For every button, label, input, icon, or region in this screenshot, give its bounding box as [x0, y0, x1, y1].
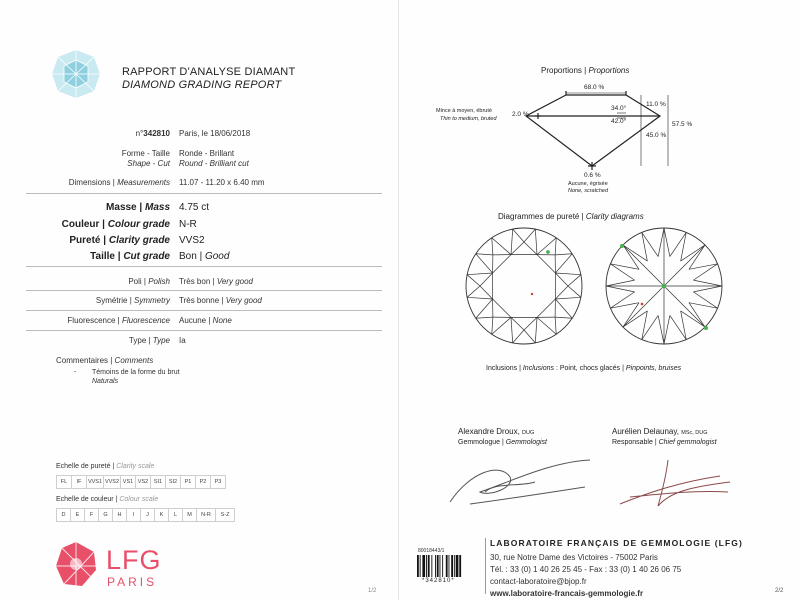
signatory-2-name: Aurélien Delaunay, MSc, DUG — [612, 427, 708, 436]
scale-grade: S-Z — [215, 508, 235, 522]
polish-value: Très bon | Very good — [179, 277, 253, 286]
diamond-logo — [50, 48, 102, 100]
clarity-value: VVS2 — [179, 235, 205, 246]
culet-percent: 0.6 % — [584, 172, 601, 179]
crown-height: 11.0 % — [646, 101, 666, 108]
colour-scale — [56, 508, 234, 522]
total-depth: 57.5 % — [672, 121, 693, 128]
lab-address: 30, rue Notre Dame des Victoires - 75002 Paris — [490, 553, 658, 562]
shape-value-fr: Ronde - Brillant — [179, 149, 235, 158]
clarity-diagrams-title: Diagrammes de pureté | Clarity diagrams — [498, 212, 644, 221]
colour-scale-label: Echelle de couleur | Colour scale — [56, 496, 159, 503]
clarity-label: Pureté | Clarity grade — [69, 235, 170, 246]
scale-grade: VS1 — [120, 475, 136, 489]
lfg-logo-city: PARIS — [107, 575, 158, 589]
signature-1 — [440, 452, 600, 512]
report-title-en: DIAMOND GRADING REPORT — [122, 79, 282, 91]
culet-desc-fr: Aucune, égrisée — [568, 181, 608, 187]
scale-grade: I — [126, 508, 141, 522]
scale-grade: M — [182, 508, 197, 522]
page-number-left: 1/2 — [368, 588, 377, 594]
barcode-text: *342810* — [422, 578, 455, 584]
divider — [26, 266, 382, 267]
lab-phone: Tél. : 33 (0) 1 40 26 25 45 - Fax : 33 (0) 1 40 26 06 75 — [490, 565, 682, 574]
lab-email[interactable]: contact-laboratoire@bjop.fr — [490, 577, 587, 586]
shape-value-en: Round - Brilliant cut — [179, 159, 249, 168]
comments-label: Commentaires | Comments — [56, 356, 154, 365]
crown-angle: 34.0° — [611, 105, 627, 112]
signatory-1-role: Gemmologue | Gemmologist — [458, 439, 547, 446]
shape-label-fr: Forme - Taille — [121, 149, 170, 158]
scale-grade: P3 — [210, 475, 226, 489]
pavilion-clarity-diagram — [602, 224, 726, 348]
type-value: Ia — [179, 336, 186, 345]
report-number: n°342810 — [135, 129, 170, 138]
colour-label: Couleur | Colour grade — [61, 219, 170, 230]
scale-grade: P1 — [180, 475, 196, 489]
footer-divider — [485, 538, 486, 594]
lfg-logo-text: LFG — [106, 545, 162, 575]
proportions-diagram — [400, 0, 800, 200]
fluorescence-label: Fluorescence | Fluorescence — [67, 316, 170, 325]
colour-value: N-R — [179, 219, 197, 230]
scale-grade: VS2 — [135, 475, 151, 489]
comment-bullet: - — [74, 369, 77, 376]
signatory-2-role: Responsable | Chief gemmologist — [612, 439, 717, 446]
lab-name: LABORATOIRE FRANÇAIS DE GEMMOLOGIE (LFG) — [490, 538, 743, 548]
girdle-desc-en: Thin to medium, bruted — [440, 116, 497, 122]
report-page-left — [0, 0, 399, 600]
scale-grade: FL — [56, 475, 72, 489]
scale-grade: VVS2 — [103, 475, 121, 489]
mass-label: Masse | Mass — [106, 202, 170, 213]
scale-grade: K — [154, 508, 169, 522]
pavilion-angle: 42.0° — [611, 118, 627, 125]
signatory-1-name: Alexandre Droux, DUG — [458, 427, 535, 436]
table-percent: 68.0 % — [584, 84, 605, 91]
culet-desc-en: None, scratched — [568, 188, 609, 194]
crown-clarity-diagram — [462, 224, 586, 348]
dimensions-label: Dimensions | Measurements — [68, 178, 170, 187]
cut-label: Taille | Cut grade — [90, 251, 170, 262]
girdle-desc-fr: Mince à moyen, ébruté — [436, 108, 492, 114]
clarity-scale-label: Echelle de pureté | Clarity scale — [56, 463, 155, 470]
type-label: Type | Type — [128, 336, 170, 345]
girdle-percent: 2.0 % — [512, 111, 529, 118]
polish-label: Poli | Polish — [128, 277, 170, 286]
dimensions-value: 11.07 - 11.20 x 6.40 mm — [179, 178, 265, 187]
inclusions-text: Inclusions | Inclusions : Point, chocs glacés | Pinpoints, bruises — [486, 365, 682, 372]
clarity-scale — [56, 475, 225, 489]
divider — [26, 330, 382, 331]
divider — [26, 290, 382, 291]
scale-grade: SI1 — [150, 475, 166, 489]
signature-2 — [610, 452, 740, 512]
report-title-fr: RAPPORT D'ANALYSE DIAMANT — [122, 66, 296, 78]
pavilion-depth: 45.0 % — [646, 132, 667, 139]
comment-fr: Témoins de la forme du brut — [92, 369, 180, 376]
scale-grade: SI2 — [165, 475, 181, 489]
barcode-id: 80018443/1 — [418, 548, 445, 554]
page-number-right: 2/2 — [775, 588, 784, 594]
barcode — [416, 555, 478, 577]
scale-grade: VVS1 — [86, 475, 104, 489]
scale-grade: D — [56, 508, 71, 522]
report-date: Paris, le 18/06/2018 — [179, 129, 251, 138]
proportions-title: Proportions | Proportions — [541, 66, 630, 75]
lab-website[interactable]: www.laboratoire-francais-gemmologie.fr — [490, 589, 644, 598]
scale-grade: P2 — [195, 475, 211, 489]
scale-grade: H — [112, 508, 127, 522]
comment-en: Naturals — [92, 378, 119, 385]
divider — [26, 193, 382, 194]
scale-grade: N-R — [196, 508, 216, 522]
scale-grade: IF — [71, 475, 87, 489]
lfg-gem-logo — [52, 540, 100, 588]
scale-grade: G — [98, 508, 113, 522]
scale-grade: L — [168, 508, 183, 522]
fluorescence-value: Aucune | None — [179, 316, 232, 325]
shape-label-en: Shape - Cut — [127, 159, 170, 168]
mass-value: 4.75 ct — [179, 202, 210, 213]
cut-value: Bon | Good — [179, 251, 230, 262]
scale-grade: E — [70, 508, 85, 522]
symmetry-label: Symétrie | Symmetry — [95, 296, 170, 305]
scale-grade: J — [140, 508, 155, 522]
divider — [26, 310, 382, 311]
scale-grade: F — [84, 508, 99, 522]
symmetry-value: Très bonne | Very good — [179, 296, 262, 305]
report-page-right — [400, 0, 800, 600]
